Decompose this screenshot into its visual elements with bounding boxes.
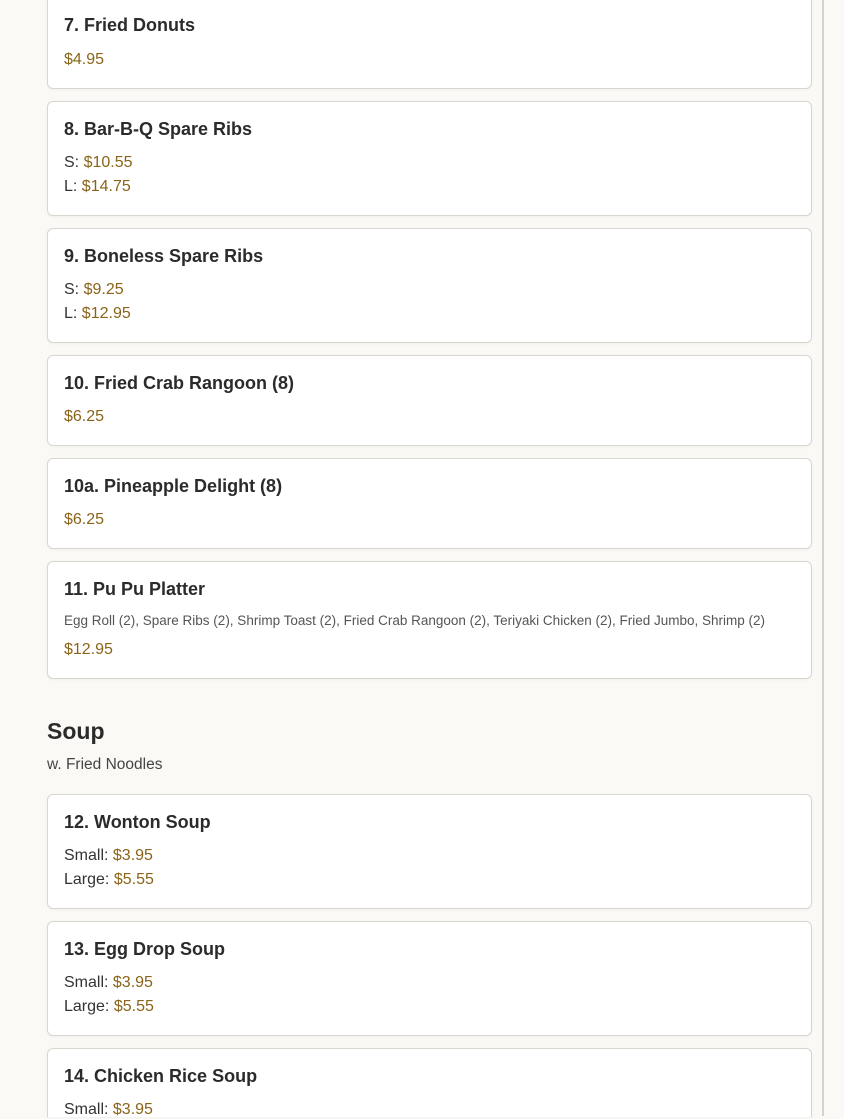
menu-item-card[interactable] [47, 794, 812, 909]
menu-item-title: 11. Pu Pu Platter [64, 579, 206, 599]
menu-item-price: $4.95 [64, 51, 105, 68]
menu-item-large-line [64, 305, 131, 323]
section-subtitle: w. Fried Noodles [47, 756, 163, 773]
menu-item-price: $12.95 [81, 305, 131, 322]
menu-item-title: 12. Wonton Soup [64, 812, 211, 832]
menu-item-price: $5.55 [113, 998, 154, 1015]
menu-item-small-line [64, 974, 153, 992]
size-label: Small: [64, 1101, 109, 1118]
size-label: Small: [64, 847, 109, 864]
menu-item-price: $5.55 [113, 871, 154, 888]
menu-item-price: $6.25 [64, 408, 105, 425]
menu-item-price: $6.25 [64, 511, 105, 528]
menu-item-title: 14. Chicken Rice Soup [64, 1066, 258, 1086]
menu-item-price: $10.55 [83, 154, 133, 171]
menu-item-title: 9. Boneless Spare Ribs [64, 246, 264, 266]
menu-item-price: $9.25 [83, 281, 124, 298]
menu-item-card[interactable] [47, 355, 812, 446]
menu-item-small-line [64, 847, 153, 865]
menu-item-price: $12.95 [64, 641, 113, 658]
menu-item-price-line [64, 511, 104, 529]
menu-item-card[interactable] [47, 0, 812, 89]
size-label: S: [64, 154, 80, 171]
menu-item-small-line [64, 154, 133, 172]
menu-item-title: 10a. Pineapple Delight (8) [64, 476, 283, 496]
menu-item-title: 10. Fried Crab Rangoon (8) [64, 373, 295, 393]
menu-item-price-line [64, 641, 113, 659]
menu-item-price-line [64, 51, 104, 69]
menu-item-card[interactable] [47, 1048, 812, 1117]
menu-item-large-line [64, 871, 154, 889]
menu-item-card[interactable] [47, 458, 812, 549]
menu-item-price-line [64, 408, 104, 426]
size-label: Small: [64, 974, 109, 991]
section-title: Soup [47, 718, 105, 744]
menu-item-card[interactable] [47, 101, 812, 216]
size-label: Large: [64, 998, 110, 1015]
menu-item-large-line [64, 178, 131, 196]
menu-item-title: 8. Bar-B-Q Spare Ribs [64, 119, 253, 139]
size-label: L: [64, 178, 78, 195]
menu-item-card[interactable] [47, 228, 812, 343]
menu-item-price: $14.75 [81, 178, 131, 195]
menu-item-card[interactable] [47, 561, 812, 679]
page-divider [822, 0, 824, 1116]
menu-item-price: $3.95 [112, 1101, 153, 1118]
size-label: S: [64, 281, 80, 298]
menu-item-title: 13. Egg Drop Soup [64, 939, 226, 959]
menu-item-small-line [64, 281, 124, 299]
menu-item-price: $3.95 [112, 847, 153, 864]
menu-item-small-line [64, 1101, 153, 1119]
size-label: Large: [64, 871, 110, 888]
menu-item-title: 7. Fried Donuts [64, 15, 196, 35]
menu-item-large-line [64, 998, 154, 1016]
menu-item-description: Egg Roll (2), Spare Ribs (2), Shrimp Toast (2), Fried Crab Rangoon (2), Teriyaki Chicken (2), Fried Jumbo, Shrimp (2) [64, 613, 765, 628]
menu-item-price: $3.95 [112, 974, 153, 991]
size-label: L: [64, 305, 78, 322]
menu-item-card[interactable] [47, 921, 812, 1036]
